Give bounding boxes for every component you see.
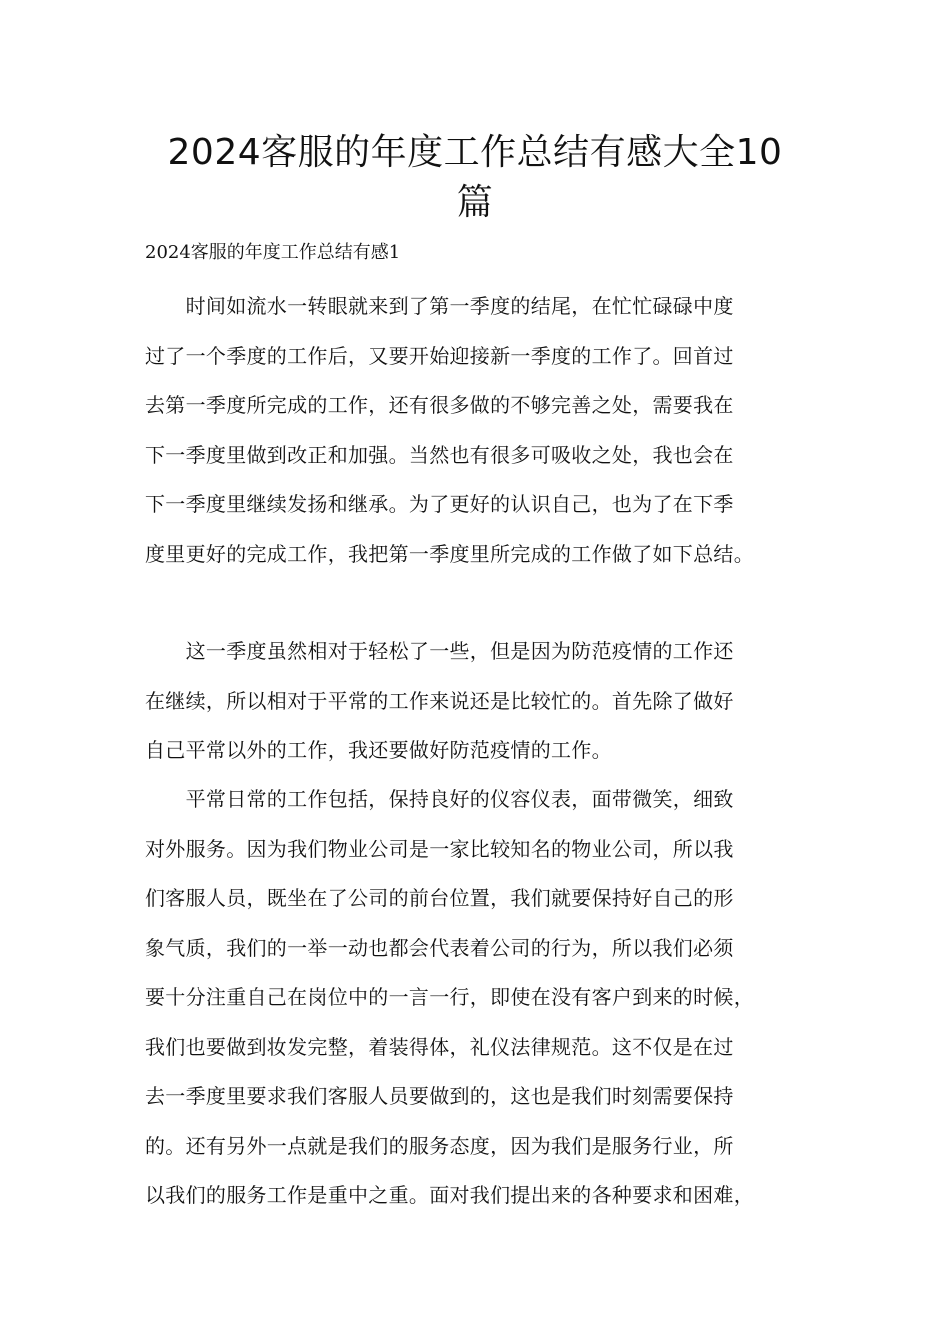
text-line: 的。还有另外一点就是我们的服务态度，因为我们是服务行业，所 (145, 1133, 734, 1158)
text-line: 时间如流水一转眼就来到了第一季度的结尾，在忙忙碌碌中度 (145, 294, 734, 318)
section-heading: 2024客服的年度工作总结有感1 (145, 242, 401, 263)
text-line: 对外服务。因为我们物业公司是一家比较知名的物业公司，所以我 (145, 836, 734, 861)
text-line: 平常日常的工作包括，保持良好的仪容仪表，面带微笑，细致 (145, 787, 734, 811)
document-title (130, 128, 820, 228)
title-line: 2024客服的年度工作总结有感大全10 (167, 132, 783, 173)
paragraph (145, 282, 825, 579)
text-line: 象气质，我们的一举一动也都会代表着公司的行为，所以我们必须 (145, 935, 734, 960)
text-line: 去第一季度所完成的工作，还有很多做的不够完善之处，需要我在 (145, 393, 734, 417)
text-line: 自己平常以外的工作，我还要做好防范疫情的工作。 (145, 738, 612, 762)
text-line: 们客服人员，既坐在了公司的前台位置，我们就要保持好自己的形 (145, 886, 734, 910)
text-line: 在继续，所以相对于平常的工作来说还是比较忙的。首先除了做好 (145, 688, 734, 713)
text-line: 以我们的服务工作是重中之重。面对我们提出来的各种要求和困难， (145, 1183, 754, 1207)
paragraph (145, 627, 825, 776)
text-line: 度里更好的完成工作，我把第一季度里所完成的工作做了如下总结。 (145, 541, 754, 566)
text-line: 我们也要做到妆发完整，着装得体，礼仪法律规范。这不仅是在过 (145, 1034, 734, 1059)
paragraph (145, 775, 825, 1221)
text-line: 要十分注重自己在岗位中的一言一行，即使在没有客户到来的时候， (145, 985, 754, 1009)
text-line: 去一季度里要求我们客服人员要做到的，这也是我们时刻需要保持 (145, 1084, 734, 1108)
text-line: 下一季度里做到改正和加强。当然也有很多可吸收之处，我也会在 (145, 442, 734, 467)
title-line: 篇 (456, 182, 494, 223)
text-line: 过了一个季度的工作后，又要开始迎接新一季度的工作了。回首过 (145, 343, 734, 368)
text-line: 这一季度虽然相对于轻松了一些，但是因为防范疫情的工作还 (145, 639, 734, 663)
text-line: 下一季度里继续发扬和继承。为了更好的认识自己，也为了在下季 (145, 492, 734, 516)
